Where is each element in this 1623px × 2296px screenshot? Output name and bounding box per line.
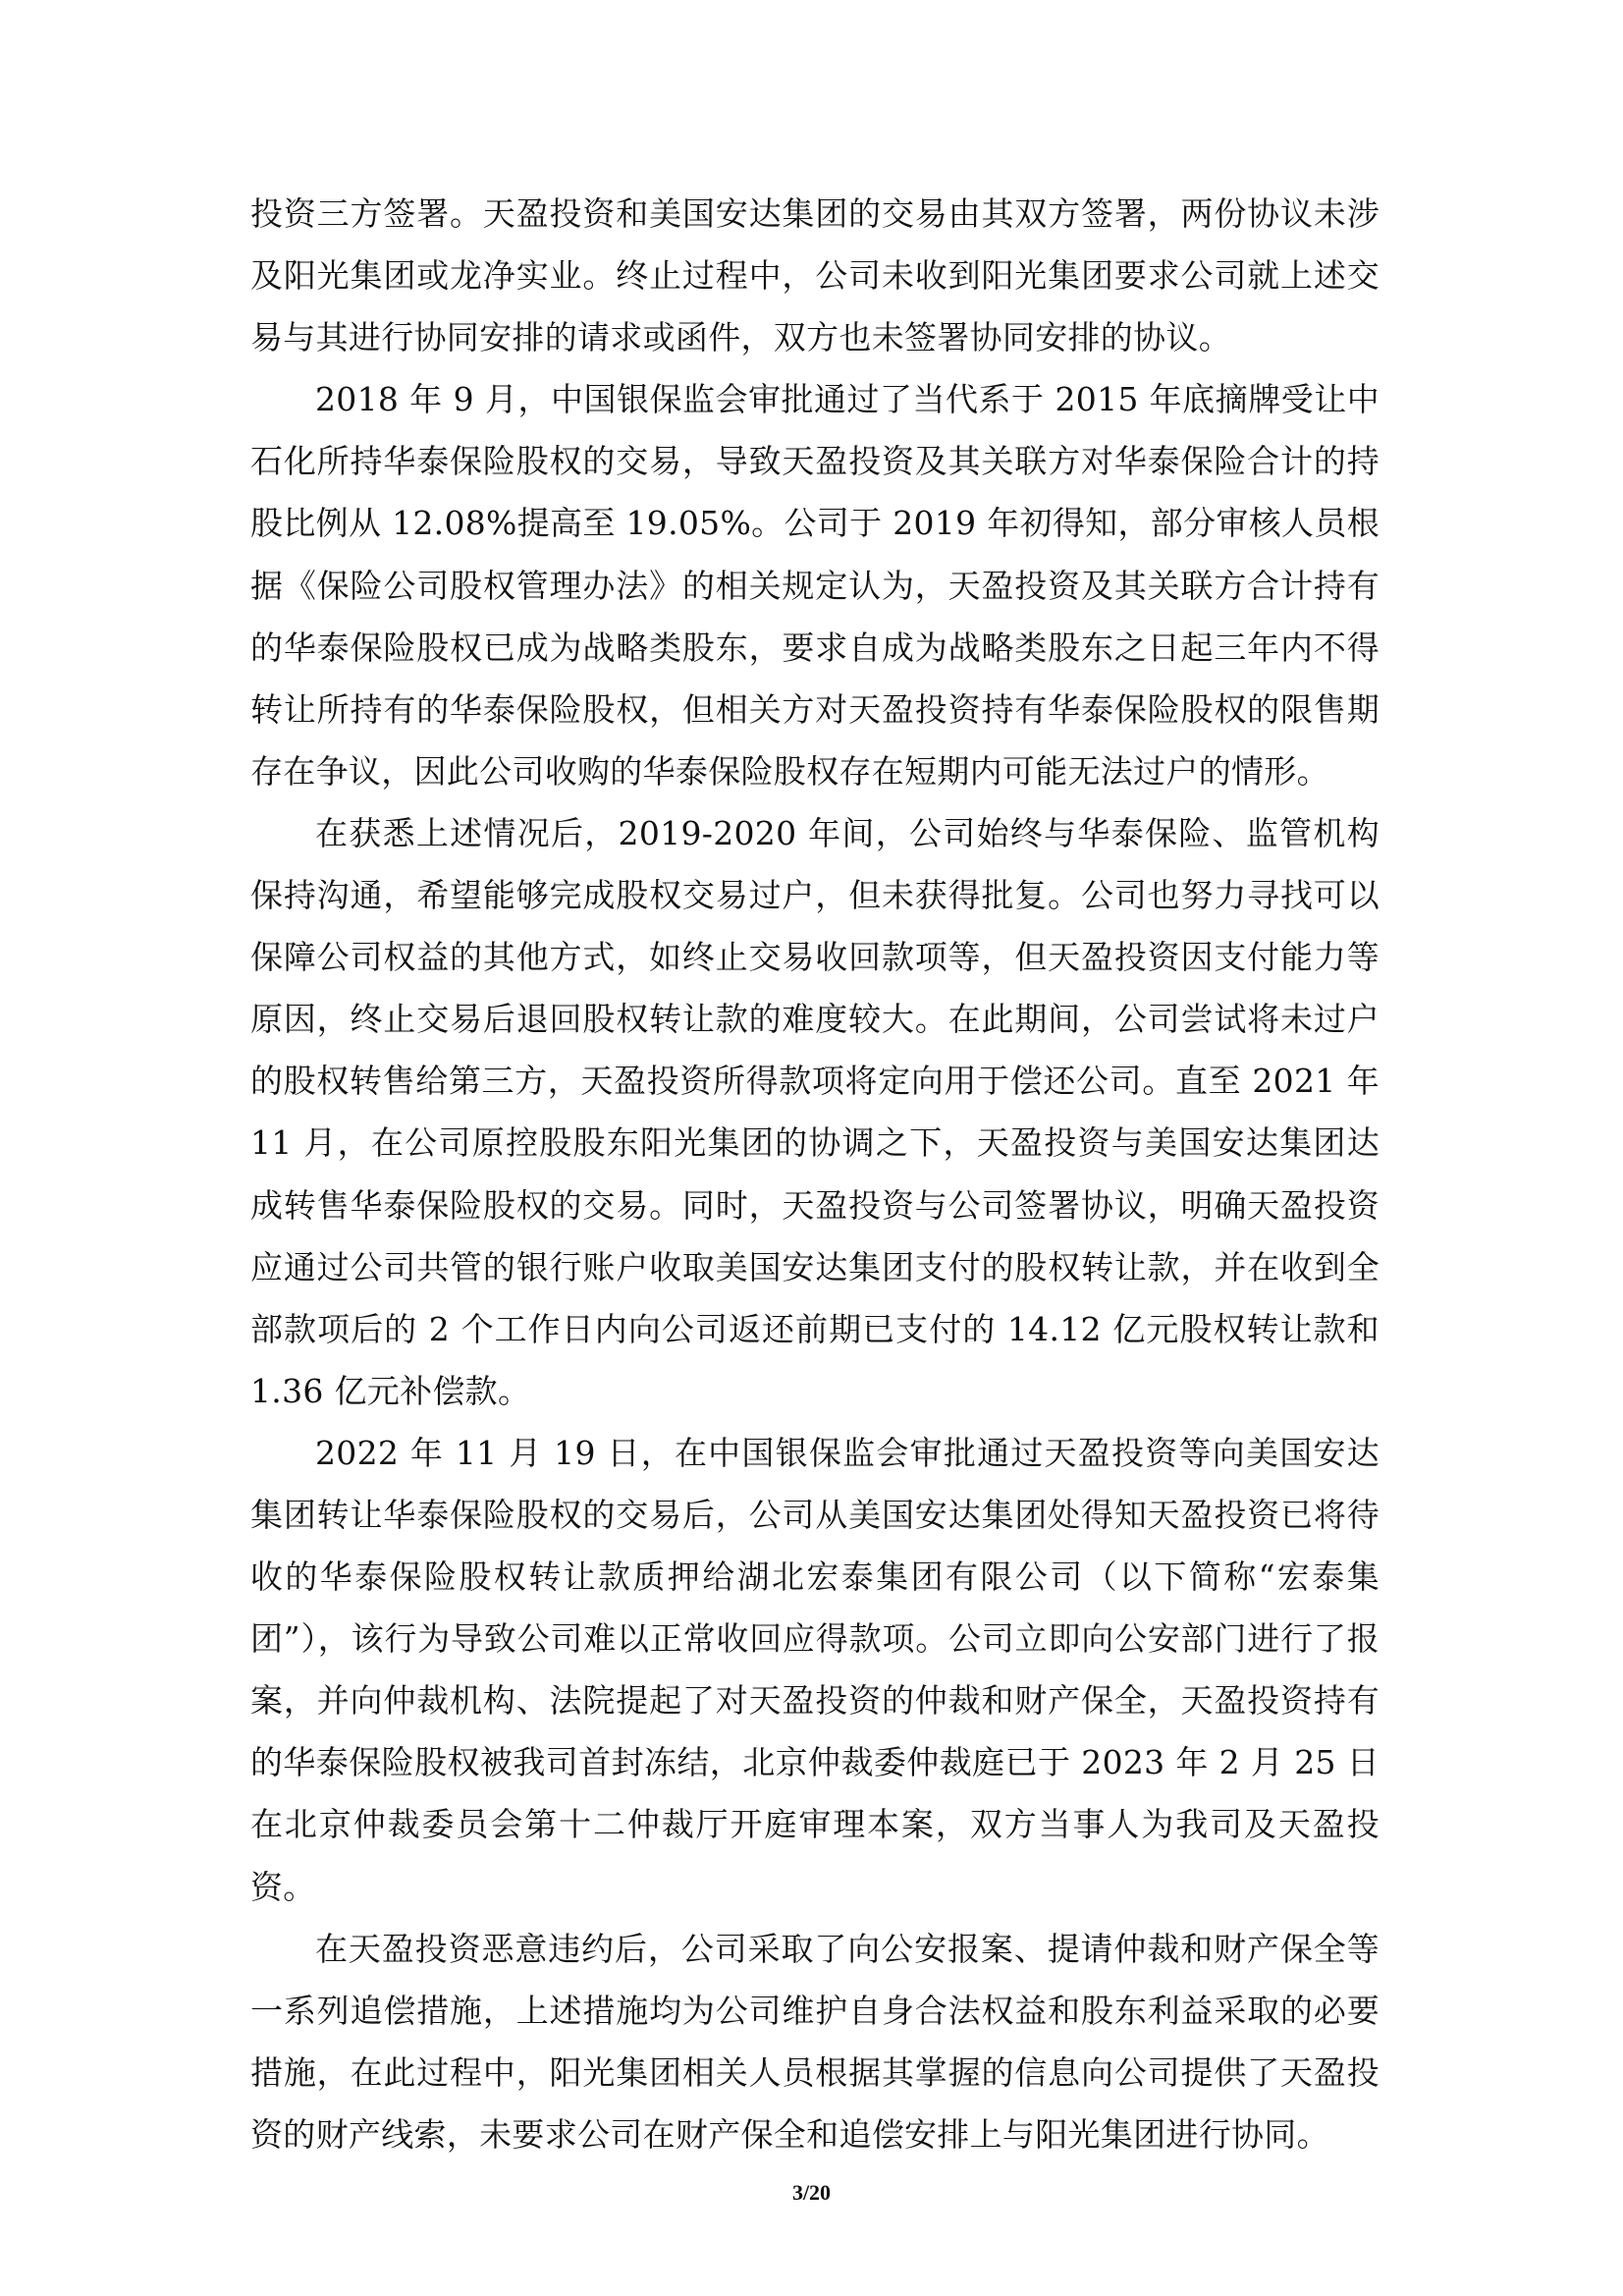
paragraph-2018-approval: 2018 年 9 月，中国银保监会审批通过了当代系于 2015 年底摘牌受让中石化所持华泰保险股权的交易，导致天盈投资及其关联方对华泰保险合计的持股比例从 12.08%提高至 19.05%。公司于 2019 年初得知，部分审核人员根据《保险公司股权管理办法》的相关规定认为，天盈投资及其关联方合计持有的华泰保险股权已成为战略类股东，要求自成为战略类股东之日起三年内不得转让所持有的华泰保险股权，但相关方对天盈投资持有华泰保险股权的限售期存在争议，因此公司收购的华泰保险股权存在短期内可能无法过户的情形。 xyxy=(250,380,1380,791)
paragraph-2022-pledge: 2022 年 11 月 19 日，在中国银保监会审批通过天盈投资等向美国安达集团转让华泰保险股权的交易后，公司从美国安达集团处得知天盈投资已将待收的华泰保险股权转让款质押给湖北宏泰集团有限公司（以下简称“宏泰集团”），该行为导致公司难以正常收回应得款项。公司立即向公安部门进行了报案，并向仲裁机构、法院提起了对天盈投资的仲裁和财产保全，天盈投资持有的华泰保险股权被我司首封冻结，北京仲裁委仲裁庭已于 2023 年 2 月 25 日在北京仲裁委员会第十二仲裁厅开庭审理本案，双方当事人为我司及天盈投资。 xyxy=(250,1433,1380,1906)
paragraph-recovery-measures: 在天盈投资恶意违约后，公司采取了向公安报案、提请仲裁和财产保全等一系列追偿措施，上述措施均为公司维护自身合法权益和股东利益采取的必要措施，在此过程中，阳光集团相关人员根据其掌握的信息向公司提供了天盈投资的财产线索，未要求公司在财产保全和追偿安排上与阳光集团进行协同。 xyxy=(250,1929,1380,2154)
page-number: 3/20 xyxy=(791,2180,832,2205)
paragraph-2019-2020-communication: 在获悉上述情况后，2019-2020 年间，公司始终与华泰保险、监管机构保持沟通，希望能够完成股权交易过户，但未获得批复。公司也努力寻找可以保障公司权益的其他方式，如终止交易收回款项等，但天盈投资因支付能力等原因，终止交易后退回股权转让款的难度较大。在此期间，公司尝试将未过户的股权转售给第三方，天盈投资所得款项将定向用于偿还公司。直至 2021 年 11 月，在公司原控股股东阳光集团的协调之下，天盈投资与美国安达集团达成转售华泰保险股权的交易。同时，天盈投资与公司签署协议，明确天盈投资应通过公司共管的银行账户收取美国安达集团支付的股权转让款，并在收到全部款项后的 2 个工作日内向公司返还前期已支付的 14.12 亿元股权转让款和 1.36 亿元补偿款。 xyxy=(250,813,1380,1410)
paragraph-continuation: 投资三方签署。天盈投资和美国安达集团的交易由其双方签署，两份协议未涉及阳光集团或龙净实业。终止过程中，公司未收到阳光集团要求公司就上述交易与其进行协同安排的请求或函件，双方也未签署协同安排的协议。 xyxy=(250,194,1380,357)
body-text xyxy=(250,183,1380,2165)
